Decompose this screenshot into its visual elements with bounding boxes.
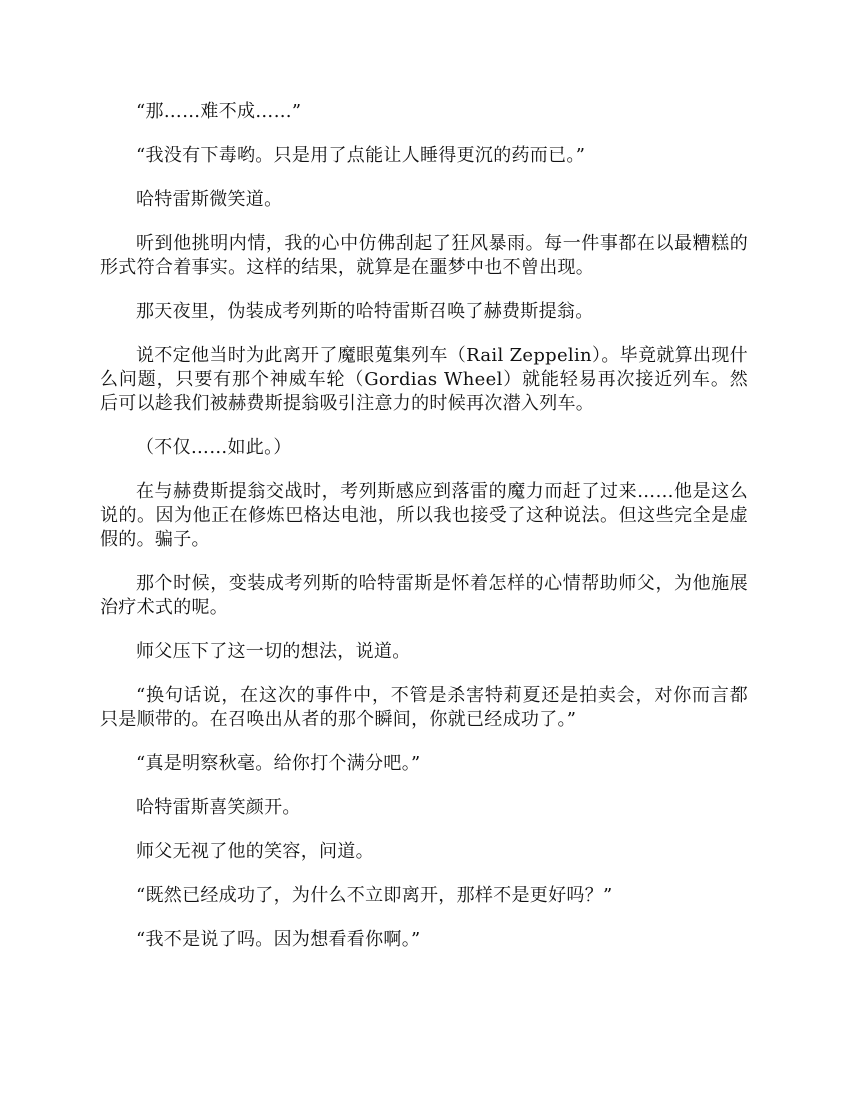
- paragraph: “我没有下毒哟。只是用了点能让人睡得更沉的药而已。”: [136, 145, 586, 166]
- paragraph: 哈特雷斯微笑道。: [136, 189, 283, 210]
- paragraph: 师父无视了他的笑容，问道。: [136, 841, 374, 862]
- paragraph: “既然已经成功了，为什么不立即离开，那样不是更好吗？”: [136, 885, 613, 906]
- text-body: [100, 100, 748, 972]
- paragraph: 师父压下了这一切的想法，说道。: [136, 641, 411, 662]
- paragraph: （不仅……如此。）: [136, 437, 292, 458]
- paragraph: “我不是说了吗。因为想看看你啊。”: [136, 929, 421, 950]
- paragraph: 说不定他当时为此离开了魔眼蒐集列车（Rail Zeppelin）。毕竟就算出现什么问题，只要有那个神威车轮（Gordias Wheel）就能轻易再次接近列车。然后可以趁我们被赫费斯提翁吸引注意力的时候再次潜入列车。: [100, 345, 748, 414]
- paragraph: 在与赫费斯提翁交战时，考列斯感应到落雷的魔力而赶了过来……他是这么说的。因为他正在修炼巴格达电池，所以我也接受了这种说法。但这些完全是虚假的。骗子。: [100, 481, 748, 550]
- paragraph: “那……难不成……”: [136, 101, 302, 122]
- paragraph: 哈特雷斯喜笑颜开。: [136, 797, 301, 818]
- paragraph: 听到他挑明内情，我的心中仿佛刮起了狂风暴雨。每一件事都在以最糟糕的形式符合着事实。这样的结果，就算是在噩梦中也不曾出现。: [100, 233, 748, 278]
- paragraph: 那个时候，变装成考列斯的哈特雷斯是怀着怎样的心情帮助师父，为他施展治疗术式的呢。: [100, 573, 748, 618]
- paragraph: 那天夜里，伪装成考列斯的哈特雷斯召唤了赫费斯提翁。: [136, 301, 594, 322]
- paragraph: “真是明察秋毫。给你打个满分吧。”: [136, 753, 421, 774]
- paragraph: “换句话说，在这次的事件中，不管是杀害特莉夏还是拍卖会，对你而言都只是顺带的。在召唤出从者的那个瞬间，你就已经成功了。”: [100, 685, 748, 730]
